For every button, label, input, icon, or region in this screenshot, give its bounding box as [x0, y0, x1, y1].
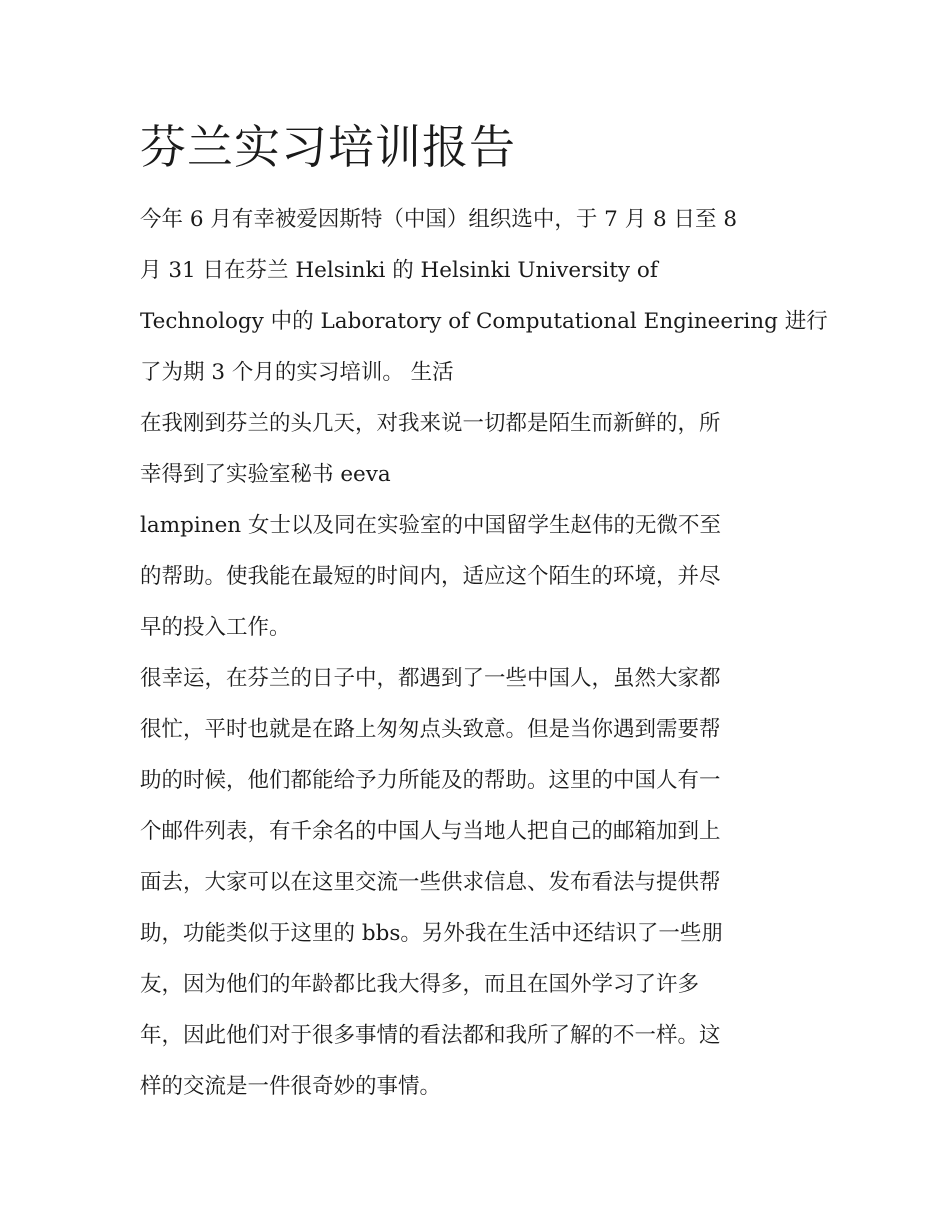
text-line: 今年 6 月有幸被爱因斯特（中国）组织选中，于 7 月 8 日至 8 [140, 207, 738, 232]
text-line: 样的交流是一件很奇妙的事情。 [140, 1074, 442, 1099]
text-line: 助的时候，他们都能给予力所能及的帮助。这里的中国人有一 [140, 768, 721, 793]
text-line: 友，因为他们的年龄都比我大得多，而且在国外学习了许多 [140, 972, 700, 997]
text-line: 面去，大家可以在这里交流一些供求信息、发布看法与提供帮 [140, 870, 721, 895]
text-line: 很幸运，在芬兰的日子中，都遇到了一些中国人，虽然大家都 [140, 666, 721, 691]
document-body [140, 112, 828, 1112]
text-line: 助，功能类似于这里的 bbs。另外我在生活中还结识了一些朋 [140, 921, 723, 946]
text-line: Technology 中的 Laboratory of Computational Engineering 进行 [140, 309, 828, 334]
text-line: 了为期 3 个月的实习培训。 生活 [140, 360, 454, 385]
text-line: 月 31 日在芬兰 Helsinki 的 Helsinki University of [140, 258, 658, 283]
text-line: 幸得到了实验室秘书 eeva [140, 462, 391, 487]
text-line: 在我刚到芬兰的头几天，对我来说一切都是陌生而新鲜的，所 [140, 411, 721, 436]
text-line: 早的投入工作。 [140, 615, 291, 640]
text-line: 个邮件列表，有千余名的中国人与当地人把自己的邮箱加到上 [140, 819, 721, 844]
text-line: 的帮助。使我能在最短的时间内，适应这个陌生的环境，并尽 [140, 564, 721, 589]
text-line: lampinen 女士以及同在实验室的中国留学生赵伟的无微不至 [140, 513, 721, 538]
document-title: 芬兰实习培训报告 [140, 120, 516, 174]
text-line: 年，因此他们对于很多事情的看法都和我所了解的不一样。这 [140, 1023, 721, 1048]
text-line: 很忙，平时也就是在路上匆匆点头致意。但是当你遇到需要帮 [140, 717, 721, 742]
